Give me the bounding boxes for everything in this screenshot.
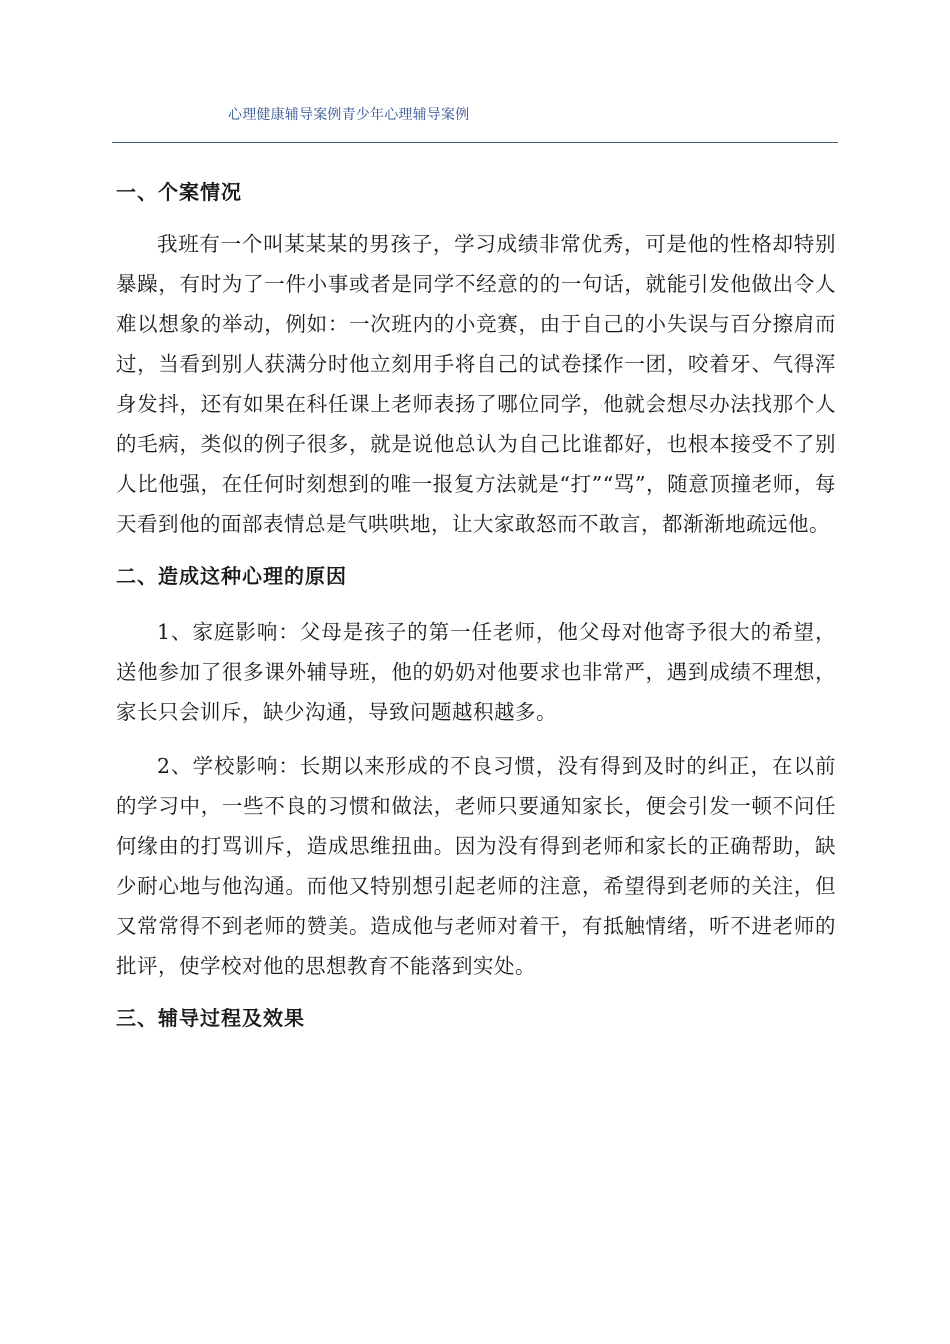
- paragraph-family-influence: 1、家庭影响：父母是孩子的第一任老师，他父母对他寄予很大的希望，送他参加了很多课外辅导班，他的奶奶对他要求也非常严，遇到成绩不理想，家长只会训斥，缺少沟通，导致问题越积越多。: [116, 620, 836, 724]
- paragraph-case-description: 我班有一个叫某某某的男孩子，学习成绩非常优秀，可是他的性格却特别暴躁，有时为了一件小事或者是同学不经意的的一句话，就能引发他做出令人难以想象的举动，例如：一次班内的小竞赛，由于自己的小失误与百分擦肩而过，当看到别人获满分时他立刻用手将自己的试卷揉作一团，咬着牙、气得浑身发抖，还有如果在科任课上老师表扬了哪位同学，他就会想尽办法找那个人的毛病，类似的例子很多，就是说他总认为自己比谁都好，也根本接受不了别人比他强，在任何时刻想到的唯一报复方法就是“打”“骂”，随意顶撞老师，每天看到他的面部表情总是气哄哄地，让大家敢怒而不敢言，都渐渐地疏远他。: [116, 232, 836, 536]
- document-body: [116, 158, 836, 1040]
- section-heading-counseling: 三、辅导过程及效果: [116, 1006, 305, 1030]
- paragraph-school-influence: 2、学校影响：长期以来形成的不良习惯，没有得到及时的纠正，在以前的学习中，一些不良的习惯和做法，老师只要通知家长，便会引发一顿不问任何缘由的打骂训斥，造成思维扭曲。因为没有得到老师和家长的正确帮助，缺少耐心地与他沟通。而他又特别想引起老师的注意，希望得到老师的关注，但又常常得不到老师的赞美。造成他与老师对着干，有抵触情绪，听不进老师的批评，使学校对他的思想教育不能落到实处。: [116, 754, 836, 978]
- running-header: 心理健康辅导案例青少年心理辅导案例: [228, 107, 470, 123]
- header-divider: [112, 142, 838, 143]
- section-heading-case: 一、个案情况: [116, 180, 242, 204]
- section-heading-causes: 二、造成这种心理的原因: [116, 564, 347, 588]
